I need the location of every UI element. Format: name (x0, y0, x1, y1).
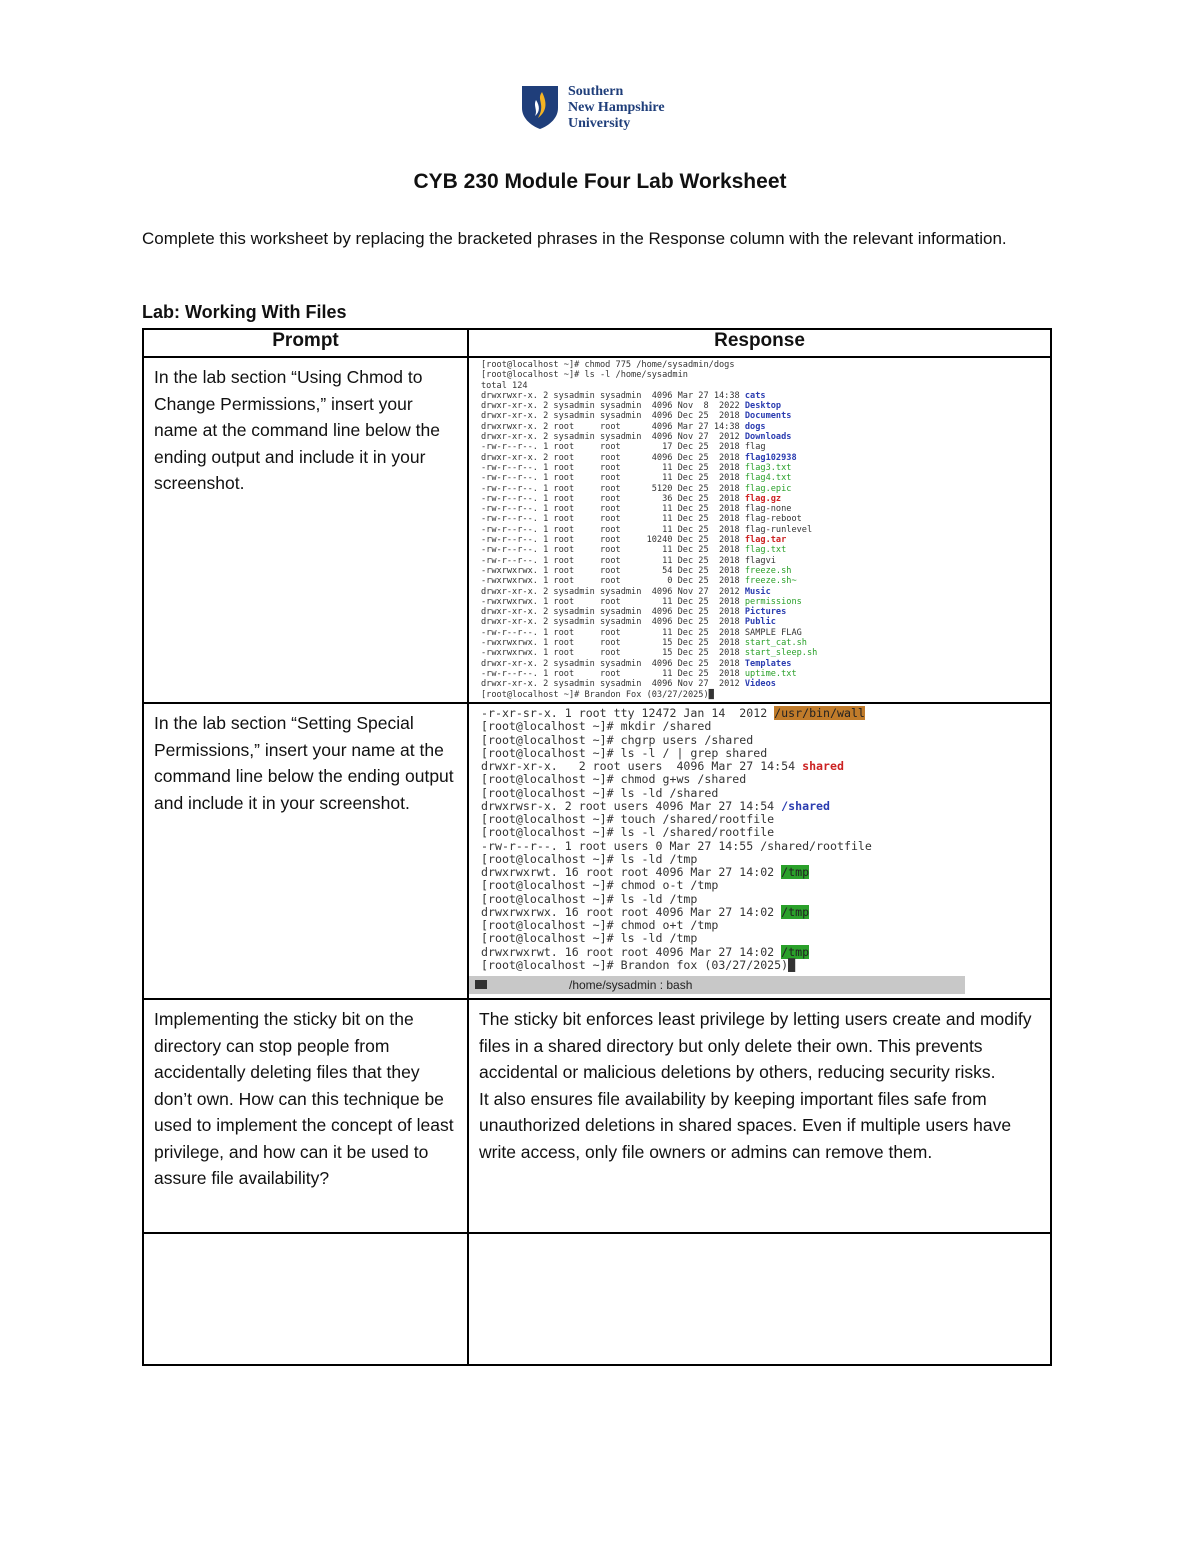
terminal-line-text: drwxr-xr-x. 2 sysadmin sysadmin 4096 Dec 25 2018 (481, 658, 745, 669)
terminal-entry-name: start_cat.sh (744, 638, 807, 649)
terminal-line (481, 432, 1050, 442)
terminal-entry-name: freeze.sh~ (744, 576, 797, 587)
terminal-line (481, 893, 1050, 906)
terminal-line (481, 919, 1050, 932)
logo-line-2: New Hampshire (568, 100, 665, 115)
terminal-line (481, 800, 1050, 813)
terminal-line-text: drwxrwxrwt. 16 root root 4096 Mar 27 14:02 (481, 944, 782, 959)
terminal-line-text: [root@localhost ~]# ls -ld /tmp (481, 931, 698, 946)
terminal-entry-name: Templates (744, 658, 792, 669)
terminal-entry-name: flag-none (744, 504, 792, 515)
terminal-line-text: drwxr-xr-x. 2 sysadmin sysadmin 4096 Dec 25 2018 (481, 607, 745, 618)
terminal-entry-name: Public (744, 617, 776, 628)
terminal-line-text: drwxr-xr-x. 2 sysadmin sysadmin 4096 Nov 27 2012 (481, 586, 745, 597)
terminal-line-text: drwxrwxrwx. 16 root root 4096 Mar 27 14:02 (481, 904, 782, 919)
terminal-line-text: [root@localhost ~]# chmod o+t /tmp (481, 918, 719, 932)
terminal-entry-name: flag4.txt (744, 473, 792, 484)
terminal-entry-name: Downloads (744, 432, 792, 443)
terminal-entry-name: /usr/bin/wall (774, 706, 865, 720)
terminal-line (481, 411, 1050, 421)
terminal-line (481, 381, 1050, 391)
terminal-line-text: drwxrwxr-x. 2 sysadmin sysadmin 4096 Mar 27 14:38 (481, 390, 745, 401)
terminal-entry-name: flag3.txt (744, 462, 792, 473)
terminal-line (481, 906, 1050, 919)
terminal-entry-name: flag-runlevel (744, 524, 813, 535)
worksheet-table (142, 328, 1052, 1366)
terminal-entry-name: Pictures (744, 607, 787, 618)
terminal-icon (475, 980, 487, 989)
shield-flame-icon (520, 84, 560, 130)
terminal-line (481, 720, 1050, 733)
prompt-cell (143, 703, 468, 999)
terminal-line (481, 679, 1050, 689)
terminal-line-text: -rw-r--r--. 1 root root 17 Dec 25 2018 (481, 442, 745, 453)
prompt-cell (143, 999, 468, 1233)
statusbar-label: /home/sysadmin : bash (569, 978, 693, 992)
terminal-line-text: -rw-r--r--. 1 root root 11 Dec 25 2018 (481, 555, 745, 566)
table-row-empty (143, 1233, 1051, 1365)
terminal-line-text: [root@localhost ~]# Brandon Fox (03/27/2025)█ (481, 689, 714, 700)
terminal-line-text: [root@localhost ~]# ls -ld /shared (481, 785, 719, 800)
terminal-line-text: [root@localhost ~]# Brandon fox (03/27/2025)█ (481, 957, 796, 972)
response-cell (468, 999, 1051, 1233)
terminal-line (481, 514, 1050, 524)
terminal-line-text: drwxrwxrwt. 16 root root 4096 Mar 27 14:02 (481, 865, 782, 879)
terminal-line (481, 959, 1050, 972)
terminal-line (481, 840, 1050, 853)
terminal-entry-name: /tmp (781, 904, 810, 919)
terminal-entry-name: flag.tar (744, 535, 787, 546)
terminal-line (481, 391, 1050, 401)
terminal-line (481, 504, 1050, 514)
terminal-line (481, 628, 1050, 638)
terminal-line-text: -rwxrwxrwx. 1 root root 11 Dec 25 2018 (481, 596, 745, 607)
terminal-line (481, 401, 1050, 411)
terminal-entry-name: Documents (744, 411, 792, 422)
terminal-line (481, 370, 1050, 380)
terminal-line-text: drwxrwsr-x. 2 root users 4096 Mar 27 14:54 (481, 798, 782, 813)
prompt-text: In the lab section “Setting Special Permissions,” insert your name at the command line below the ending output and include it in your screenshot. (154, 713, 454, 813)
terminal-line (481, 659, 1050, 669)
terminal-line-text: [root@localhost ~]# chmod 775 /home/sysadmin/dogs (481, 360, 735, 370)
terminal-line-text: drwxr-xr-x. 2 root users 4096 Mar 27 14:54 (481, 759, 803, 773)
terminal-line (481, 690, 1050, 700)
terminal-line-text: -rw-r--r--. 1 root root 11 Dec 25 2018 (481, 545, 745, 556)
terminal-entry-name: Videos (744, 679, 776, 690)
terminal-line-text: -rwxrwxrwx. 1 root root 54 Dec 25 2018 (481, 565, 745, 576)
response-cell-empty[interactable] (468, 1233, 1051, 1365)
terminal-line (481, 638, 1050, 648)
table-row (143, 357, 1051, 703)
terminal-entry-name: dogs (744, 421, 766, 432)
terminal-entry-name: flag-reboot (744, 514, 802, 525)
terminal-entry-name: flag.epic (744, 483, 792, 494)
terminal-entry-name: SAMPLE FLAG (744, 627, 802, 638)
terminal-line-text: [root@localhost ~]# ls -l /shared/rootfile (481, 825, 775, 840)
logo-line-3: University (568, 116, 631, 131)
terminal-line-text: drwxr-xr-x. 2 root root 4096 Dec 25 2018 (481, 452, 745, 463)
terminal-line-text: [root@localhost ~]# chmod g+ws /shared (481, 772, 747, 787)
terminal-entry-name: /shared (781, 798, 831, 813)
terminal-line-text: -rwxrwxrwx. 1 root root 15 Dec 25 2018 (481, 638, 745, 649)
response-header: Response (468, 329, 1051, 357)
terminal-line (481, 422, 1050, 432)
terminal-line-text: -rw-r--r--. 1 root root 11 Dec 25 2018 (481, 524, 745, 535)
terminal-line-text: -rw-r--r--. 1 root root 11 Dec 25 2018 (481, 514, 745, 525)
terminal-line-text: [root@localhost ~]# mkdir /shared (481, 719, 712, 734)
terminal-line (481, 360, 1050, 370)
terminal-line-text: -rw-r--r--. 1 root root 5120 Dec 25 2018 (481, 483, 745, 494)
terminal-entry-name: flag (744, 442, 766, 453)
terminal-line-text: -rwxrwxrwx. 1 root root 0 Dec 25 2018 (481, 576, 745, 587)
terminal-entry-name: shared (802, 759, 844, 773)
terminal-line (481, 932, 1050, 945)
terminal-line-text: -rw-r--r--. 1 root users 0 Mar 27 14:55 /shared/rootfile (481, 838, 872, 853)
terminal-line-text: -rw-r--r--. 1 root root 11 Dec 25 2018 (481, 627, 745, 638)
terminal-line-text: drwxr-xr-x. 2 sysadmin sysadmin 4096 Dec 25 2018 (481, 617, 745, 628)
terminal-line-text: -rw-r--r--. 1 root root 11 Dec 25 2018 (481, 462, 745, 473)
lab-heading: Lab: Working With Files (142, 302, 347, 322)
terminal-entry-name: Desktop (744, 401, 782, 412)
terminal-line (481, 879, 1050, 892)
terminal-line (481, 826, 1050, 839)
intro-text: Complete this worksheet by replacing the bracketed phrases in the Response column with the relevant information. (142, 229, 1007, 248)
terminal-line (481, 597, 1050, 607)
terminal-line-text: drwxr-xr-x. 2 sysadmin sysadmin 4096 Nov 27 2012 (481, 679, 745, 690)
prompt-header: Prompt (143, 329, 468, 357)
terminal-line-text: -rw-r--r--. 1 root root 11 Dec 25 2018 (481, 473, 745, 484)
terminal-line (481, 669, 1050, 679)
terminal-line (481, 556, 1050, 566)
terminal-entry-name: permissions (744, 596, 802, 607)
terminal-line (481, 617, 1050, 627)
terminal-line (481, 734, 1050, 747)
terminal-entry-name: flagvi (744, 555, 776, 566)
terminal-line (481, 442, 1050, 452)
terminal-line-text: [root@localhost ~]# ls -l /home/sysadmin (481, 370, 688, 381)
terminal-line (481, 648, 1050, 658)
terminal-line (481, 576, 1050, 586)
terminal-line-text: [root@localhost ~]# ls -ld /tmp (481, 891, 698, 906)
terminal-line-text: [root@localhost ~]# chgrp users /shared (481, 732, 754, 747)
terminal-entry-name: uptime.txt (744, 668, 797, 679)
table-row (143, 999, 1051, 1233)
terminal-line-text: drwxr-xr-x. 2 sysadmin sysadmin 4096 Nov 8 2022 (481, 401, 745, 412)
prompt-text: In the lab section “Using Chmod to Change Permissions,” insert your name at the command line below the ending output and include it in your screenshot. (154, 367, 440, 493)
terminal-line (481, 535, 1050, 545)
terminal-entry-name: freeze.sh (744, 565, 792, 576)
terminal-line (481, 853, 1050, 866)
terminal-line (481, 813, 1050, 826)
terminal-line-text: [root@localhost ~]# ls -l / | grep shared (481, 745, 768, 760)
terminal-line (481, 946, 1050, 959)
terminal-entry-name: flag102938 (744, 452, 797, 463)
terminal-line-text: drwxr-xr-x. 2 sysadmin sysadmin 4096 Nov 27 2012 (481, 432, 745, 443)
prompt-text: Implementing the sticky bit on the directory can stop people from accidentally deleting files that they don’t own. How can this technique be used to implement the concept of least privilege, and how can it be used to assure file availability? (154, 1009, 454, 1188)
terminal-line (481, 453, 1050, 463)
prompt-cell-empty[interactable] (143, 1233, 468, 1365)
terminal-line (481, 463, 1050, 473)
terminal-line (481, 866, 1050, 879)
terminal-entry-name: flag.txt (744, 545, 787, 556)
terminal-line (481, 747, 1050, 760)
terminal-line-text: -rw-r--r--. 1 root root 11 Dec 25 2018 (481, 668, 745, 679)
logo-wordmark (568, 84, 665, 132)
terminal-line (481, 566, 1050, 576)
university-logo (520, 84, 690, 134)
terminal-screenshot-chmod (469, 358, 1050, 700)
terminal-line-text: drwxrwxr-x. 2 root root 4096 Mar 27 14:38 (481, 421, 745, 432)
response-cell (468, 703, 1051, 999)
terminal-line (481, 773, 1050, 786)
terminal-line (481, 787, 1050, 800)
terminal-line-text: -r-xr-sr-x. 1 root tty 12472 Jan 14 2012 (481, 706, 775, 720)
terminal-line-text: drwxr-xr-x. 2 sysadmin sysadmin 4096 Dec 25 2018 (481, 411, 745, 422)
response-text (469, 1000, 1050, 1165)
prompt-cell (143, 357, 468, 703)
table-row (143, 703, 1051, 999)
terminal-line-text: -rw-r--r--. 1 root root 36 Dec 25 2018 (481, 493, 745, 504)
terminal-entry-name: flag.gz (744, 493, 782, 504)
terminal-line-text: -rwxrwxrwx. 1 root root 15 Dec 25 2018 (481, 648, 745, 659)
terminal-line (481, 607, 1050, 617)
terminal-entry-name: Music (744, 586, 771, 597)
response-paragraph-1: The sticky bit enforces least privilege by letting users create and modify files in a shared directory but only delete their own. This prevents accidental or malicious deletions by others, reducing security risks. (479, 1009, 1032, 1082)
terminal-line-text: total 124 (481, 380, 528, 391)
terminal-line (481, 545, 1050, 555)
terminal-entry-name: /tmp (781, 944, 810, 959)
terminal-line-text: [root@localhost ~]# ls -ld /tmp (481, 851, 698, 866)
response-paragraph-2: It also ensures file availability by keeping important files safe from unauthorized deletions in shared spaces. Even if multiple users have write access, only file owners or admins can remove them. (479, 1088, 1012, 1162)
terminal-line-text: -rw-r--r--. 1 root root 11 Dec 25 2018 (481, 504, 745, 515)
terminal-line (481, 484, 1050, 494)
terminal-screenshot-special-permissions (469, 704, 1050, 972)
logo-line-1: Southern (568, 84, 624, 99)
terminal-line (481, 525, 1050, 535)
terminal-entry-name: cats (744, 390, 766, 401)
terminal-entry-name: start_sleep.sh (744, 648, 818, 659)
terminal-statusbar (469, 976, 965, 994)
terminal-line (481, 760, 1050, 773)
terminal-line (481, 587, 1050, 597)
response-cell (468, 357, 1051, 703)
terminal-line (481, 494, 1050, 504)
terminal-line-text: [root@localhost ~]# touch /shared/rootfile (481, 812, 775, 826)
terminal-entry-name: /tmp (781, 865, 810, 879)
header-row (143, 329, 1051, 357)
terminal-line-text: -rw-r--r--. 1 root root 10240 Dec 25 2018 (481, 535, 745, 546)
page-title: CYB 230 Module Four Lab Worksheet (413, 170, 787, 193)
terminal-line (481, 707, 1050, 720)
terminal-line-text: [root@localhost ~]# chmod o-t /tmp (481, 878, 719, 893)
terminal-line (481, 473, 1050, 483)
